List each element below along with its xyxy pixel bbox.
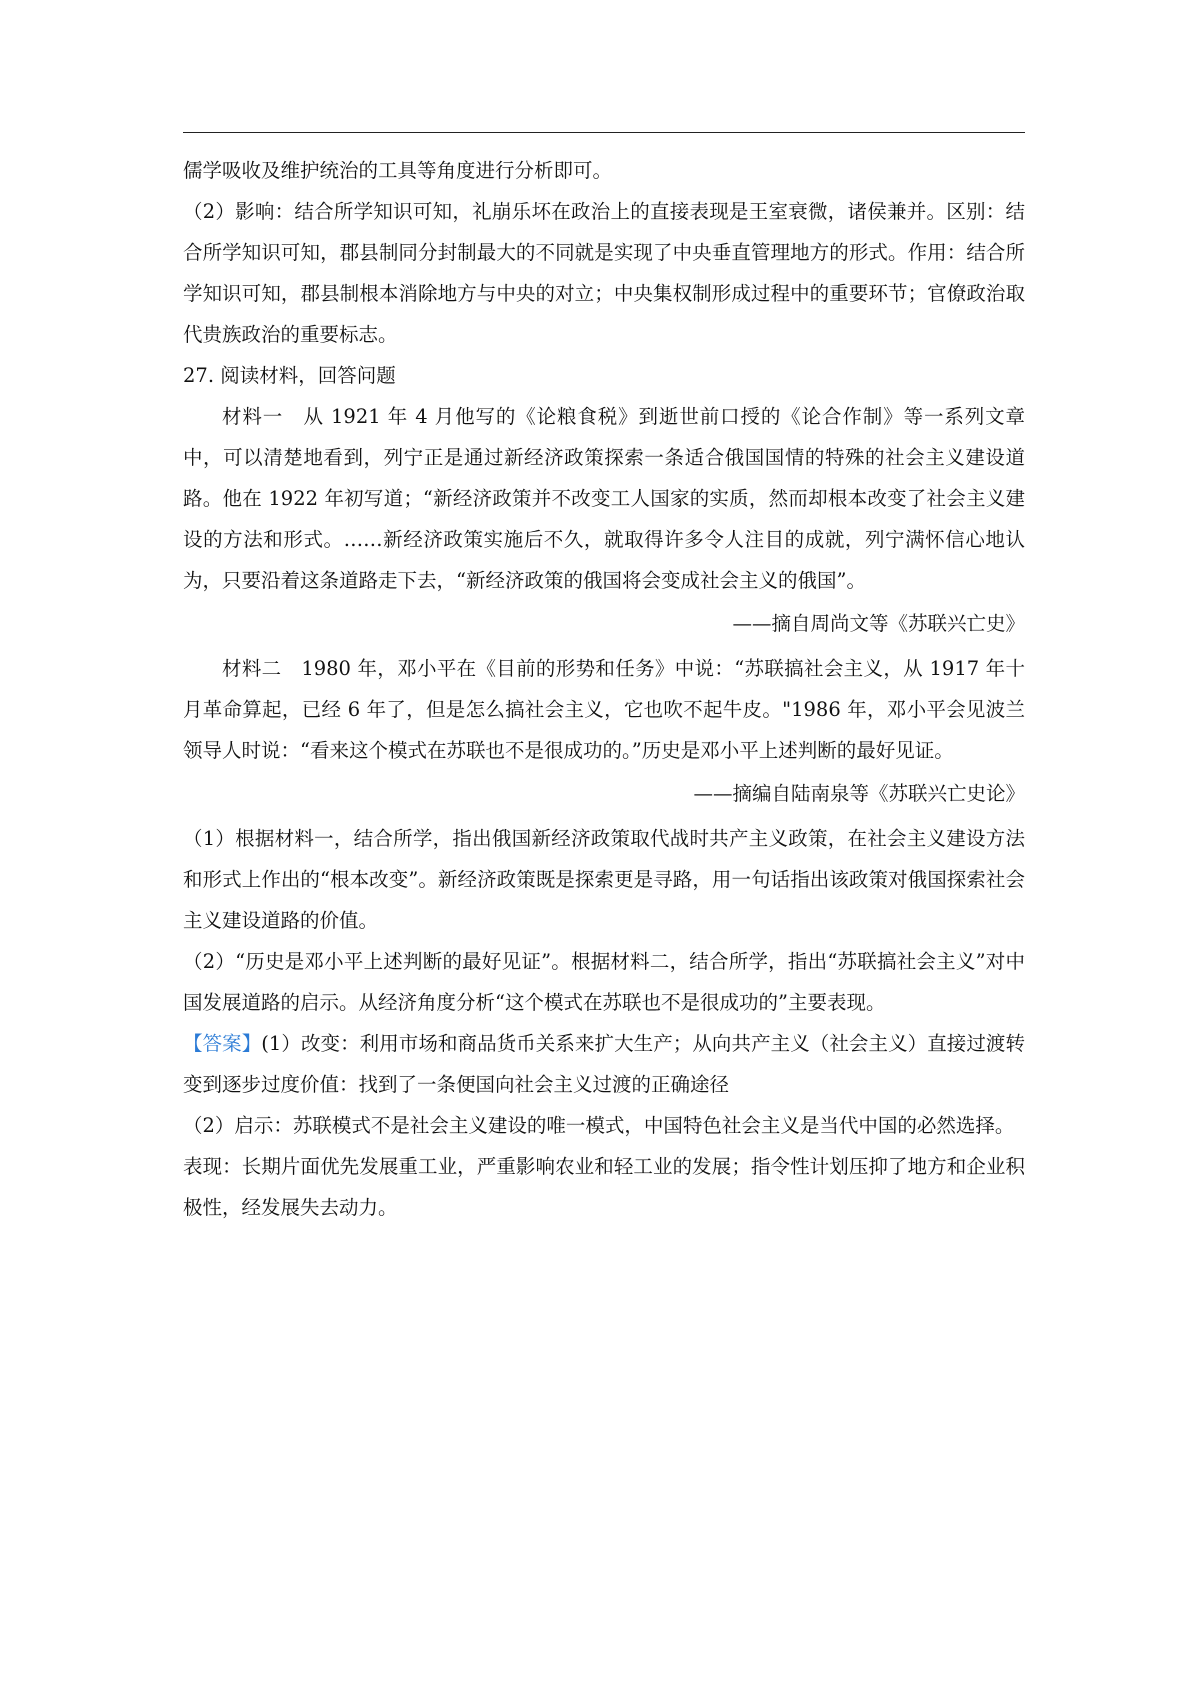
continuation-text: 儒学吸收及维护统治的工具等角度进行分析即可。 — [183, 159, 613, 182]
answer-label: 【答案】 — [183, 1032, 262, 1055]
q27-question-1: （1）根据材料一，结合所学，指出俄国新经济政策取代战时共产主义政策，在社会主义建设方法和形式上作出的“根本改变”。新经济政策既是探索更是寻路，用一句话指出该政策对俄国探索社会主义建设道路的价值。 — [183, 827, 1025, 932]
material-one-source: ——摘自周尚文等《苏联兴亡史》 — [732, 612, 1025, 635]
answer-part-2: （2）启示：苏联模式不是社会主义建设的唯一模式，中国特色社会主义是当代中国的必然选择。 — [183, 1114, 1015, 1137]
material-one-text: 材料一 从 1921 年 4 月他写的《论粮食税》到逝世前口授的《论合作制》等一系列文章中，可以清楚地看到，列宁正是通过新经济政策探索一条适合俄国国情的特殊的社会主义建设道路。他在 1922 年初写道；“新经济政策并不改变工人国家的实质，然而却根本改变了社会主义建设的方法和形式。……新经济政策实施后不久，就取得许多令人注目的成就，列宁满怀信心地认为，只要沿着这条道路走下去，“新经济政策的俄国将会变成社会主义的俄国”。 — [183, 405, 1025, 592]
header-rule — [183, 132, 1025, 133]
q27-question-2: （2）“历史是邓小平上述判断的最好见证”。根据材料二，结合所学，指出“苏联搞社会主义”对中国发展道路的启示。从经济角度分析“这个模式在苏联也不是很成功的”主要表现。 — [183, 950, 1025, 1014]
material-two-source: ——摘编自陆南泉等《苏联兴亡史论》 — [693, 782, 1025, 805]
q26-part2-analysis: （2）影响：结合所学知识可知，礼崩乐坏在政治上的直接表现是王室衰微，诸侯兼并。区别：结合所学知识可知，郡县制同分封制最大的不同就是实现了中央垂直管理地方的形式。作用：结合所学知识可知，郡县制根本消除地方与中央的对立；中央集权制形成过程中的重要环节；官僚政治取代贵族政治的重要标志。 — [183, 200, 1025, 346]
answer-part-1 — [183, 1023, 1025, 1105]
answer-part-1-text: (1）改变：利用市场和商品货币关系来扩大生产；从向共产主义（社会主义）直接过渡转变到逐步过度价值：找到了一条便国向社会主义过渡的正确途径 — [183, 1032, 1025, 1096]
answer-part-3: 表现：长期片面优先发展重工业，严重影响农业和轻工业的发展；指令性计划压抑了地方和企业积极性，经发展失去动力。 — [183, 1155, 1025, 1219]
material-two-text: 材料二 1980 年，邓小平在《目前的形势和任务》中说：“苏联搞社会主义，从 1917 年十月革命算起，已经 6 年了，但是怎么搞社会主义，它也吹不起牛皮。"1986 年，邓小平会见波兰领导人时说：“看来这个模式在苏联也不是很成功的。”历史是邓小平上述判断的最好见证。 — [183, 657, 1025, 762]
document-content — [183, 150, 1025, 1228]
q27-title: 27. 阅读材料，回答问题 — [183, 364, 396, 387]
